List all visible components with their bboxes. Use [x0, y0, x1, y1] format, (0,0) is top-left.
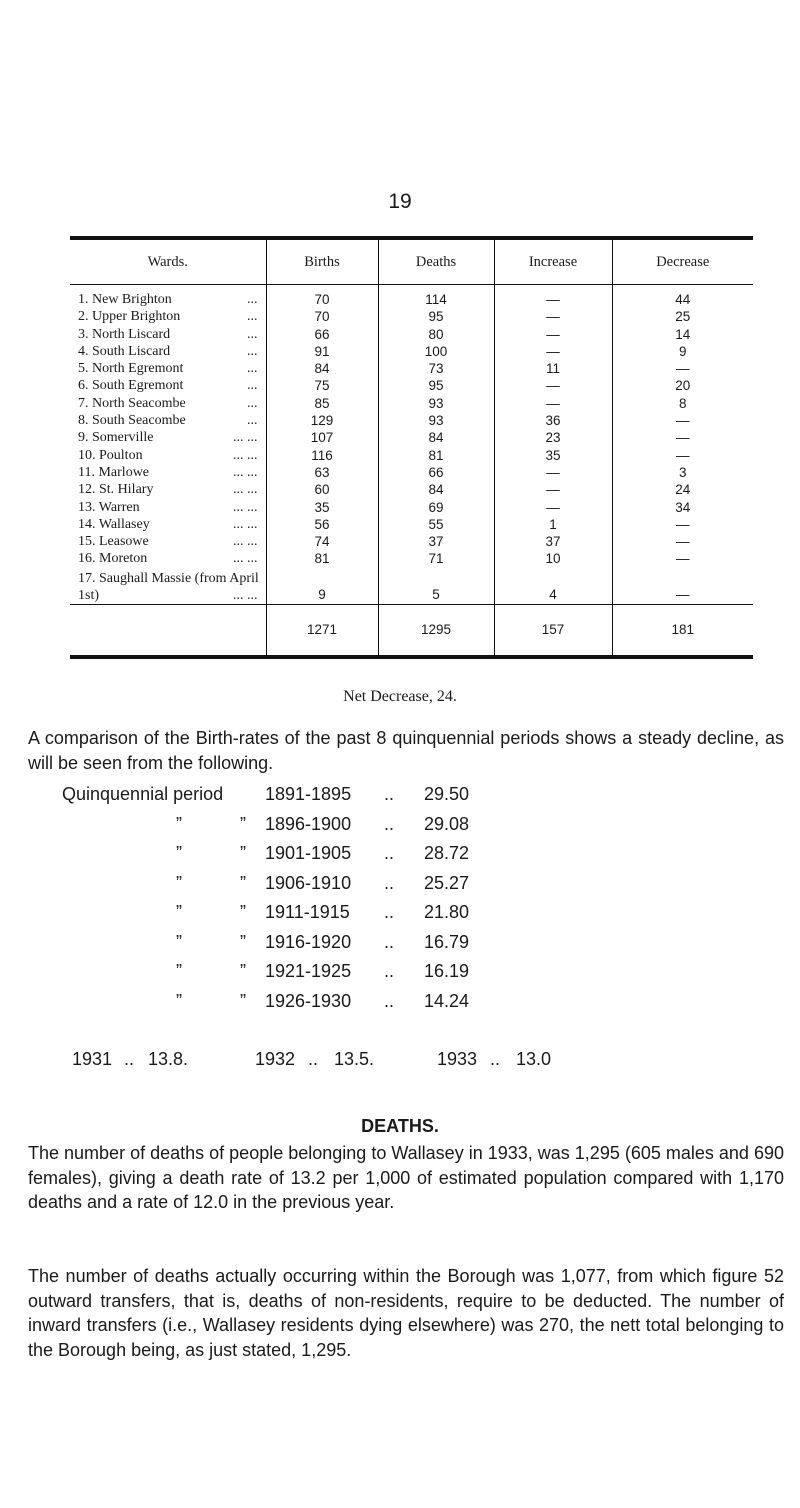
table-row — [70, 377, 753, 394]
ditto-mark: ” — [240, 990, 246, 1011]
period-years: 1891-1895 — [265, 784, 352, 804]
cell-increase: — — [494, 395, 612, 412]
ditto-mark: ” — [176, 961, 182, 981]
ditto-mark: ” — [176, 872, 182, 893]
leader-dots: ... ... — [233, 464, 258, 480]
leader-dots: ... ... — [233, 447, 258, 463]
ditto-mark: ” — [240, 902, 246, 922]
ditto-mark: ” — [240, 931, 246, 952]
ward-name — [70, 308, 266, 325]
leader-dots: ... — [247, 343, 258, 359]
cell-decrease: 34 — [612, 499, 753, 516]
table-row — [70, 533, 753, 550]
leader-dots: .. — [384, 931, 395, 952]
ward-name — [70, 377, 266, 394]
ward-number: 2. — [78, 309, 89, 325]
header-wards: Wards. — [70, 238, 266, 285]
ward-number: 17. — [78, 570, 96, 586]
cell-increase: 37 — [494, 533, 612, 550]
table-row — [70, 447, 753, 464]
cell-deaths: 37 — [378, 533, 494, 550]
ditto-mark: ” — [176, 902, 182, 922]
ward-name — [70, 285, 266, 309]
leader-dots: ... — [247, 395, 258, 411]
leader-dots: .. — [124, 1049, 135, 1069]
cell-births: 70 — [266, 285, 378, 309]
leader-dots: ... ... — [233, 534, 258, 550]
ward-number: 5. — [78, 361, 89, 377]
ward-label: North Egremont — [92, 361, 184, 377]
ward-name — [70, 343, 266, 360]
ward-name — [70, 326, 266, 343]
cell-decrease: — — [612, 568, 753, 605]
quinquennial-row — [0, 812, 800, 836]
leader-dots: ... — [247, 326, 258, 342]
ward-label: Somerville — [92, 430, 154, 446]
total-decrease: 181 — [612, 604, 753, 657]
deaths-paragraph-2: The number of deaths actually occurring within the Borough was 1,077, from which figure 52 outward transfers, that is, deaths of non-residents, require to be deducted. The number of inward transfers (i.e., Wallasey residents dying elsewhere) was 270, the nett total belonging to the Borough being, as just stated, 1,295. — [28, 1266, 784, 1360]
table-row — [70, 429, 753, 446]
cell-increase: — — [494, 326, 612, 343]
period-years: 1926-1930 — [265, 990, 352, 1011]
leader-dots: .. — [384, 784, 395, 804]
cell-births: 66 — [266, 326, 378, 343]
cell-increase: 10 — [494, 550, 612, 567]
cell-decrease: — — [612, 516, 753, 533]
totals-row — [70, 604, 753, 657]
table-row — [70, 412, 753, 429]
leader-dots: ... ... — [233, 430, 258, 446]
ward-number: 13. — [78, 499, 96, 515]
ward-name — [70, 568, 266, 605]
quinquennial-label: Quinquennial period — [62, 784, 224, 804]
cell-decrease: 3 — [612, 464, 753, 481]
cell-decrease: — — [612, 360, 753, 377]
ward-name — [70, 499, 266, 516]
cell-decrease: — — [612, 412, 753, 429]
leader-dots: .. — [384, 843, 395, 863]
leader-dots: ... — [247, 413, 258, 429]
cell-decrease: 8 — [612, 395, 753, 412]
page-number: 19 — [388, 190, 412, 213]
comparison-paragraph: A comparison of the Birth-rates of the past 8 quinquennial periods shows a steady decline, as will be seen from the following. — [28, 728, 784, 773]
net-decrease: Net Decrease, 24. — [343, 688, 457, 705]
totals-label — [70, 604, 266, 657]
cell-deaths: 95 — [378, 377, 494, 394]
period-years: 1916-1920 — [265, 931, 352, 952]
ward-label: Marlowe — [98, 464, 150, 480]
total-births: 1271 — [266, 604, 378, 657]
ward-label: Leasowe — [99, 534, 149, 550]
cell-births: 9 — [266, 568, 378, 605]
cell-increase: — — [494, 308, 612, 325]
ditto-mark: ” — [240, 961, 246, 981]
cell-births: 70 — [266, 308, 378, 325]
ward-number: 6. — [78, 378, 89, 394]
ward-name — [70, 360, 266, 377]
period-rate: 21.80 — [424, 902, 470, 922]
quinquennial-row — [0, 900, 800, 924]
ward-name — [70, 533, 266, 550]
cell-decrease: 20 — [612, 377, 753, 394]
ward-number: 4. — [78, 343, 89, 359]
ward-label: South Seacombe — [92, 413, 186, 429]
annual-rate: 13.0 — [516, 1049, 552, 1069]
ward-number: 11. — [78, 464, 95, 480]
cell-births: 35 — [266, 499, 378, 516]
table-row — [70, 499, 753, 516]
leader-dots: .. — [384, 872, 395, 893]
ward-label: St. Hilary — [99, 482, 154, 498]
ward-number: 3. — [78, 326, 89, 342]
cell-births: 74 — [266, 533, 378, 550]
cell-deaths: 100 — [378, 343, 494, 360]
leader-dots: ... ... — [233, 516, 258, 532]
cell-births: 81 — [266, 550, 378, 567]
cell-births: 91 — [266, 343, 378, 360]
cell-deaths: 114 — [378, 285, 494, 309]
quinquennial-row — [0, 989, 800, 1013]
cell-births: 129 — [266, 412, 378, 429]
cell-deaths: 73 — [378, 360, 494, 377]
ward-label: Moreton — [99, 551, 148, 567]
quinquennial-row — [0, 959, 800, 983]
leader-dots: .. — [384, 813, 395, 834]
cell-births: 56 — [266, 516, 378, 533]
cell-increase: 11 — [494, 360, 612, 377]
cell-decrease: 25 — [612, 308, 753, 325]
table-row — [70, 343, 753, 360]
quinquennial-row — [0, 871, 800, 895]
leader-dots: ... ... — [233, 551, 258, 567]
leader-dots: ... ... — [233, 499, 258, 515]
ward-name — [70, 550, 266, 567]
deaths-paragraph-1: The number of deaths of people belonging to Wallasey in 1933, was 1,295 (605 males and 690 females), giving a death rate of 13.2 per 1,000 of estimated population compared with 1,170 deaths and a rate of 12.0 in the previous year. — [28, 1143, 784, 1212]
cell-decrease: 44 — [612, 285, 753, 309]
leader-dots: ... — [247, 309, 258, 325]
cell-increase: 1 — [494, 516, 612, 533]
ward-name — [70, 429, 266, 446]
annual-year: 1932 — [255, 1049, 296, 1069]
header-increase: Increase — [494, 238, 612, 285]
cell-deaths: 80 — [378, 326, 494, 343]
ward-number: 15. — [78, 534, 96, 550]
table-row — [70, 395, 753, 412]
header-deaths: Deaths — [378, 238, 494, 285]
ward-name — [70, 395, 266, 412]
cell-decrease: — — [612, 550, 753, 567]
cell-increase: — — [494, 481, 612, 498]
cell-increase: — — [494, 377, 612, 394]
period-years: 1911-1915 — [265, 902, 350, 922]
cell-increase: — — [494, 343, 612, 360]
cell-births: 84 — [266, 360, 378, 377]
cell-deaths: 93 — [378, 412, 494, 429]
ditto-mark: ” — [240, 813, 246, 834]
cell-increase: 4 — [494, 568, 612, 605]
cell-increase: 23 — [494, 429, 612, 446]
period-years: 1921-1925 — [265, 961, 352, 981]
annual-year: 1931 — [72, 1049, 113, 1069]
cell-increase: — — [494, 464, 612, 481]
ward-label: Wallasey — [98, 516, 150, 532]
period-rate: 28.72 — [424, 843, 470, 863]
table-row — [70, 464, 753, 481]
ditto-mark: ” — [176, 843, 182, 863]
period-years: 1901-1905 — [265, 843, 352, 863]
annual-year: 1933 — [437, 1049, 478, 1069]
cell-deaths: 84 — [378, 429, 494, 446]
ward-number: 10. — [78, 447, 96, 463]
ward-name — [70, 481, 266, 498]
cell-deaths: 55 — [378, 516, 494, 533]
ward-label: Upper Brighton — [92, 309, 181, 325]
cell-births: 107 — [266, 429, 378, 446]
cell-decrease: — — [612, 533, 753, 550]
ward-label: South Egremont — [92, 378, 184, 394]
period-rate: 29.50 — [424, 784, 470, 804]
ward-label: North Liscard — [92, 326, 171, 342]
table-row — [70, 481, 753, 498]
cell-increase: 36 — [494, 412, 612, 429]
ward-label: South Liscard — [92, 343, 171, 359]
period-rate: 16.79 — [424, 931, 470, 952]
cell-deaths: 84 — [378, 481, 494, 498]
leader-dots: ... ... — [233, 587, 258, 603]
wards-table — [70, 236, 753, 659]
ditto-mark: ” — [176, 813, 182, 834]
leader-dots: .. — [384, 961, 395, 981]
period-rate: 29.08 — [424, 813, 470, 834]
total-deaths: 1295 — [378, 604, 494, 657]
table-row — [70, 308, 753, 325]
ward-label: North Seacombe — [92, 395, 186, 411]
ditto-mark: ” — [176, 990, 182, 1011]
quinquennial-row — [0, 841, 800, 865]
ditto-mark: ” — [176, 931, 182, 952]
leader-dots: ... ... — [233, 482, 258, 498]
header-births: Births — [266, 238, 378, 285]
cell-births: 75 — [266, 377, 378, 394]
ward-label: New Brighton — [92, 292, 172, 307]
annual-rate: 13.8. — [148, 1049, 189, 1069]
leader-dots: .. — [308, 1049, 319, 1069]
ward-name — [70, 516, 266, 533]
period-years: 1896-1900 — [265, 813, 352, 834]
ward-number: 16. — [78, 551, 96, 567]
leader-dots: ... — [247, 378, 258, 394]
annual-rates-row — [0, 1047, 800, 1071]
cell-births: 60 — [266, 481, 378, 498]
period-years: 1906-1910 — [265, 872, 352, 893]
cell-decrease: — — [612, 447, 753, 464]
ward-number: 9. — [78, 430, 89, 446]
ward-number: 7. — [78, 395, 89, 411]
cell-decrease: — — [612, 429, 753, 446]
leader-dots: .. — [384, 990, 395, 1011]
cell-deaths: 93 — [378, 395, 494, 412]
ward-name — [70, 412, 266, 429]
cell-births: 63 — [266, 464, 378, 481]
cell-deaths: 95 — [378, 308, 494, 325]
ward-number: 1. — [78, 292, 89, 307]
period-rate: 14.24 — [424, 990, 470, 1011]
leader-dots: .. — [384, 902, 395, 922]
cell-increase: — — [494, 285, 612, 309]
cell-decrease: 24 — [612, 481, 753, 498]
table-row — [70, 568, 753, 605]
ward-label: Saughall Massie (from April 1st) — [78, 570, 259, 603]
ward-number: 8. — [78, 413, 89, 429]
quinquennial-row — [0, 782, 800, 806]
table-header-row — [70, 238, 753, 285]
cell-deaths: 81 — [378, 447, 494, 464]
header-decrease: Decrease — [612, 238, 753, 285]
deaths-heading: DEATHS. — [361, 1116, 439, 1136]
quinquennial-row — [0, 930, 800, 954]
ward-label: Warren — [98, 499, 140, 515]
ward-name — [70, 464, 266, 481]
period-rate: 16.19 — [424, 961, 470, 981]
period-rate: 25.27 — [424, 872, 470, 893]
cell-deaths: 71 — [378, 550, 494, 567]
cell-increase: 35 — [494, 447, 612, 464]
ditto-mark: ” — [240, 872, 246, 893]
cell-increase: — — [494, 499, 612, 516]
ward-name — [70, 447, 266, 464]
table-row — [70, 285, 753, 309]
leader-dots: ... — [247, 361, 258, 377]
cell-deaths: 66 — [378, 464, 494, 481]
ward-label: Poulton — [99, 447, 143, 463]
ditto-mark: ” — [240, 843, 246, 863]
ward-number: 12. — [78, 482, 96, 498]
cell-births: 116 — [266, 447, 378, 464]
cell-deaths: 5 — [378, 568, 494, 605]
leader-dots: ... — [247, 292, 258, 307]
ward-number: 14. — [78, 516, 96, 532]
annual-rate: 13.5. — [334, 1049, 375, 1069]
table-row — [70, 516, 753, 533]
cell-deaths: 69 — [378, 499, 494, 516]
leader-dots: .. — [490, 1049, 501, 1069]
table-row — [70, 550, 753, 567]
total-increase: 157 — [494, 604, 612, 657]
cell-decrease: 14 — [612, 326, 753, 343]
cell-births: 85 — [266, 395, 378, 412]
table-row — [70, 326, 753, 343]
table-row — [70, 360, 753, 377]
cell-decrease: 9 — [612, 343, 753, 360]
